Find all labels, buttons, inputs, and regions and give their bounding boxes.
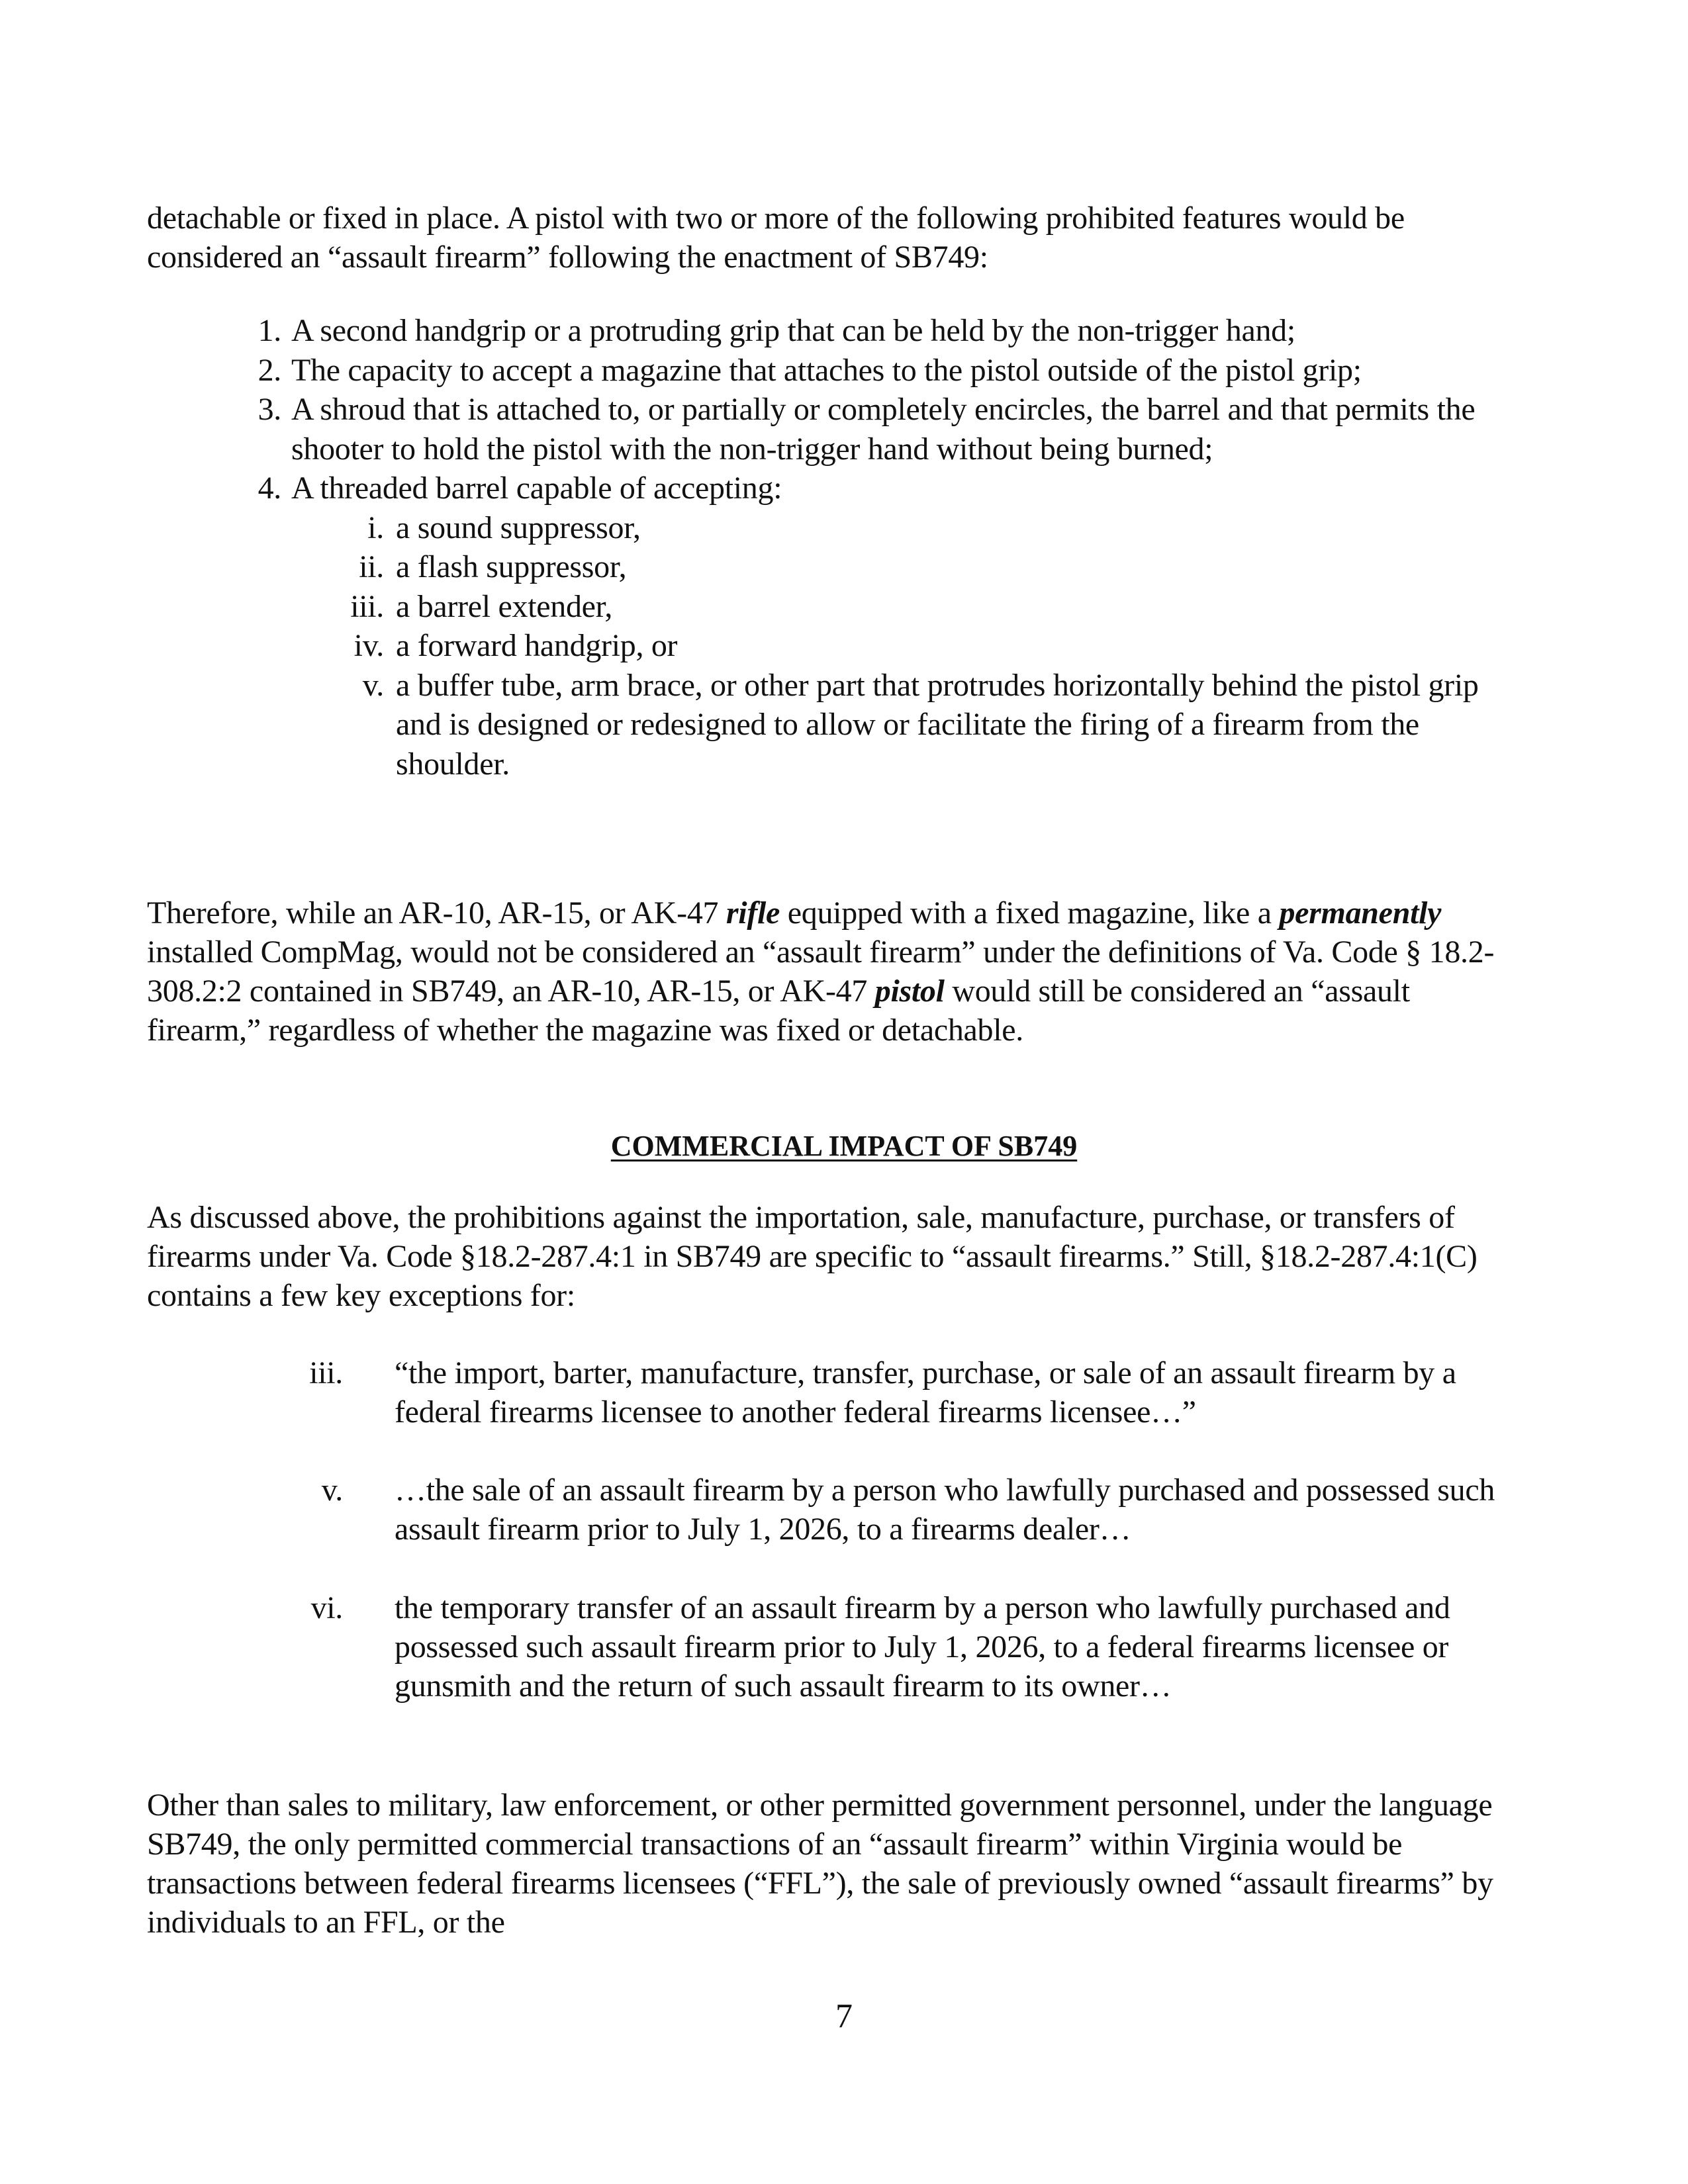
threaded-barrel-sublist <box>291 508 1529 784</box>
exception-text: …the sale of an assault firearm by a person who lawfully purchased and possessed such assault firearm prior to July 1, 2026, to a firearms dealer… <box>395 1473 1495 1547</box>
list-number: 4. <box>258 471 281 506</box>
text-run: equipped with a fixed magazine, like a <box>780 895 1280 931</box>
sublist-number: i. <box>367 510 384 545</box>
sublist-item <box>291 626 1529 666</box>
sublist-item-text: a flash suppressor, <box>396 549 627 584</box>
list-item <box>245 469 1529 784</box>
exception-text: “the import, barter, manufacture, transfer, purchase, or sale of an assault firearm by a federal firearms licensee to another federal firearms licensee…” <box>395 1355 1456 1430</box>
therefore-paragraph <box>147 893 1524 1050</box>
list-item-text: The capacity to accept a magazine that attaches to the pistol outside of the pistol grip; <box>291 352 1362 388</box>
sublist-item-text: a forward handgrip, or <box>396 628 678 663</box>
text-run: installed CompMag, would not be considered an “assault firearm” under the definitions of Va. Code § 18.2-308.2:2 contained in SB749, an AR-10, AR-15, or AK-47 <box>147 934 1495 1009</box>
sublist-item-text: a barrel extender, <box>396 588 613 624</box>
text-run: would still be considered an “assault firearm,” regardless of whether the magazine was fixed or detachable. <box>147 974 1410 1048</box>
text-run: Therefore, while an AR-10, AR-15, or AK-47 <box>147 895 726 931</box>
sublist-number: v. <box>362 667 384 703</box>
exception-text: the temporary transfer of an assault firearm by a person who lawfully purchased and possessed such assault firearm prior to July 1, 2026, to a federal firearms licensee or gunsmith and the return of such assault firearm to its owner… <box>395 1590 1450 1704</box>
discussed-paragraph: As discussed above, the prohibitions against the importation, sale, manufacture, purchase, or transfers of firearms under Va. Code §18.2-287.4:1 in SB749 are specific to “assault firearms.” Still, §18.2-287.4:1(C) contains a few key exceptions for: <box>147 1200 1477 1313</box>
emphasis-pistol: pistol <box>874 974 945 1009</box>
list-item-text: A second handgrip or a protruding grip that can be held by the non-trigger hand; <box>291 313 1295 348</box>
emphasis-permanently: permanently <box>1279 895 1442 931</box>
list-item <box>245 390 1529 469</box>
list-number: 3. <box>258 392 281 427</box>
intro-paragraph: detachable or fixed in place. A pistol with two or more of the following prohibited features would be considered an “assault firearm” following the enactment of SB749: <box>147 201 1405 275</box>
sublist-item <box>291 547 1529 587</box>
exception-number: vi. <box>310 1590 343 1625</box>
sublist-item <box>291 508 1529 548</box>
exception-number: v. <box>321 1473 343 1508</box>
list-number: 2. <box>258 352 281 388</box>
sublist-item-text: a buffer tube, arm brace, or other part that protrudes horizontally behind the pistol grip and is designed or redesigned to allow or facilitate the firing of a firearm from the shoulder. <box>396 667 1479 782</box>
exception-number: iii. <box>309 1355 343 1390</box>
sublist-number: ii. <box>359 549 384 584</box>
sublist-number: iii. <box>350 588 384 624</box>
exception-item <box>291 1588 1529 1747</box>
list-item-text: A threaded barrel capable of accepting: <box>291 471 782 506</box>
list-item <box>245 351 1529 390</box>
sublist-item <box>291 587 1529 627</box>
exception-item <box>291 1471 1529 1550</box>
other-than-paragraph: Other than sales to military, law enforcement, or other permitted government personnel, under the language SB749, the only permitted commercial transactions of an “assault firearm” within Virginia would be transactions between federal firearms licensees (“FFL”), the sale of previously owned “assault firearms” by individuals to an FFL, or the <box>147 1788 1493 1940</box>
sublist-number: iv. <box>353 628 384 663</box>
emphasis-rifle: rifle <box>726 895 780 931</box>
list-item-text: A shroud that is attached to, or partially or completely encircles, the barrel and that permits the shooter to hold the pistol with the non-trigger hand without being burned; <box>291 392 1476 467</box>
list-number: 1. <box>258 313 281 348</box>
prohibited-features-list <box>245 311 1529 784</box>
sublist-item <box>291 666 1529 784</box>
section-heading <box>0 1126 1688 1165</box>
section-heading-text: COMMERCIAL IMPACT OF SB749 <box>610 1130 1078 1162</box>
exception-item <box>291 1353 1529 1433</box>
sublist-item-text: a sound suppressor, <box>396 510 641 545</box>
page-number: 7 <box>835 1997 853 2035</box>
list-item <box>245 311 1529 351</box>
